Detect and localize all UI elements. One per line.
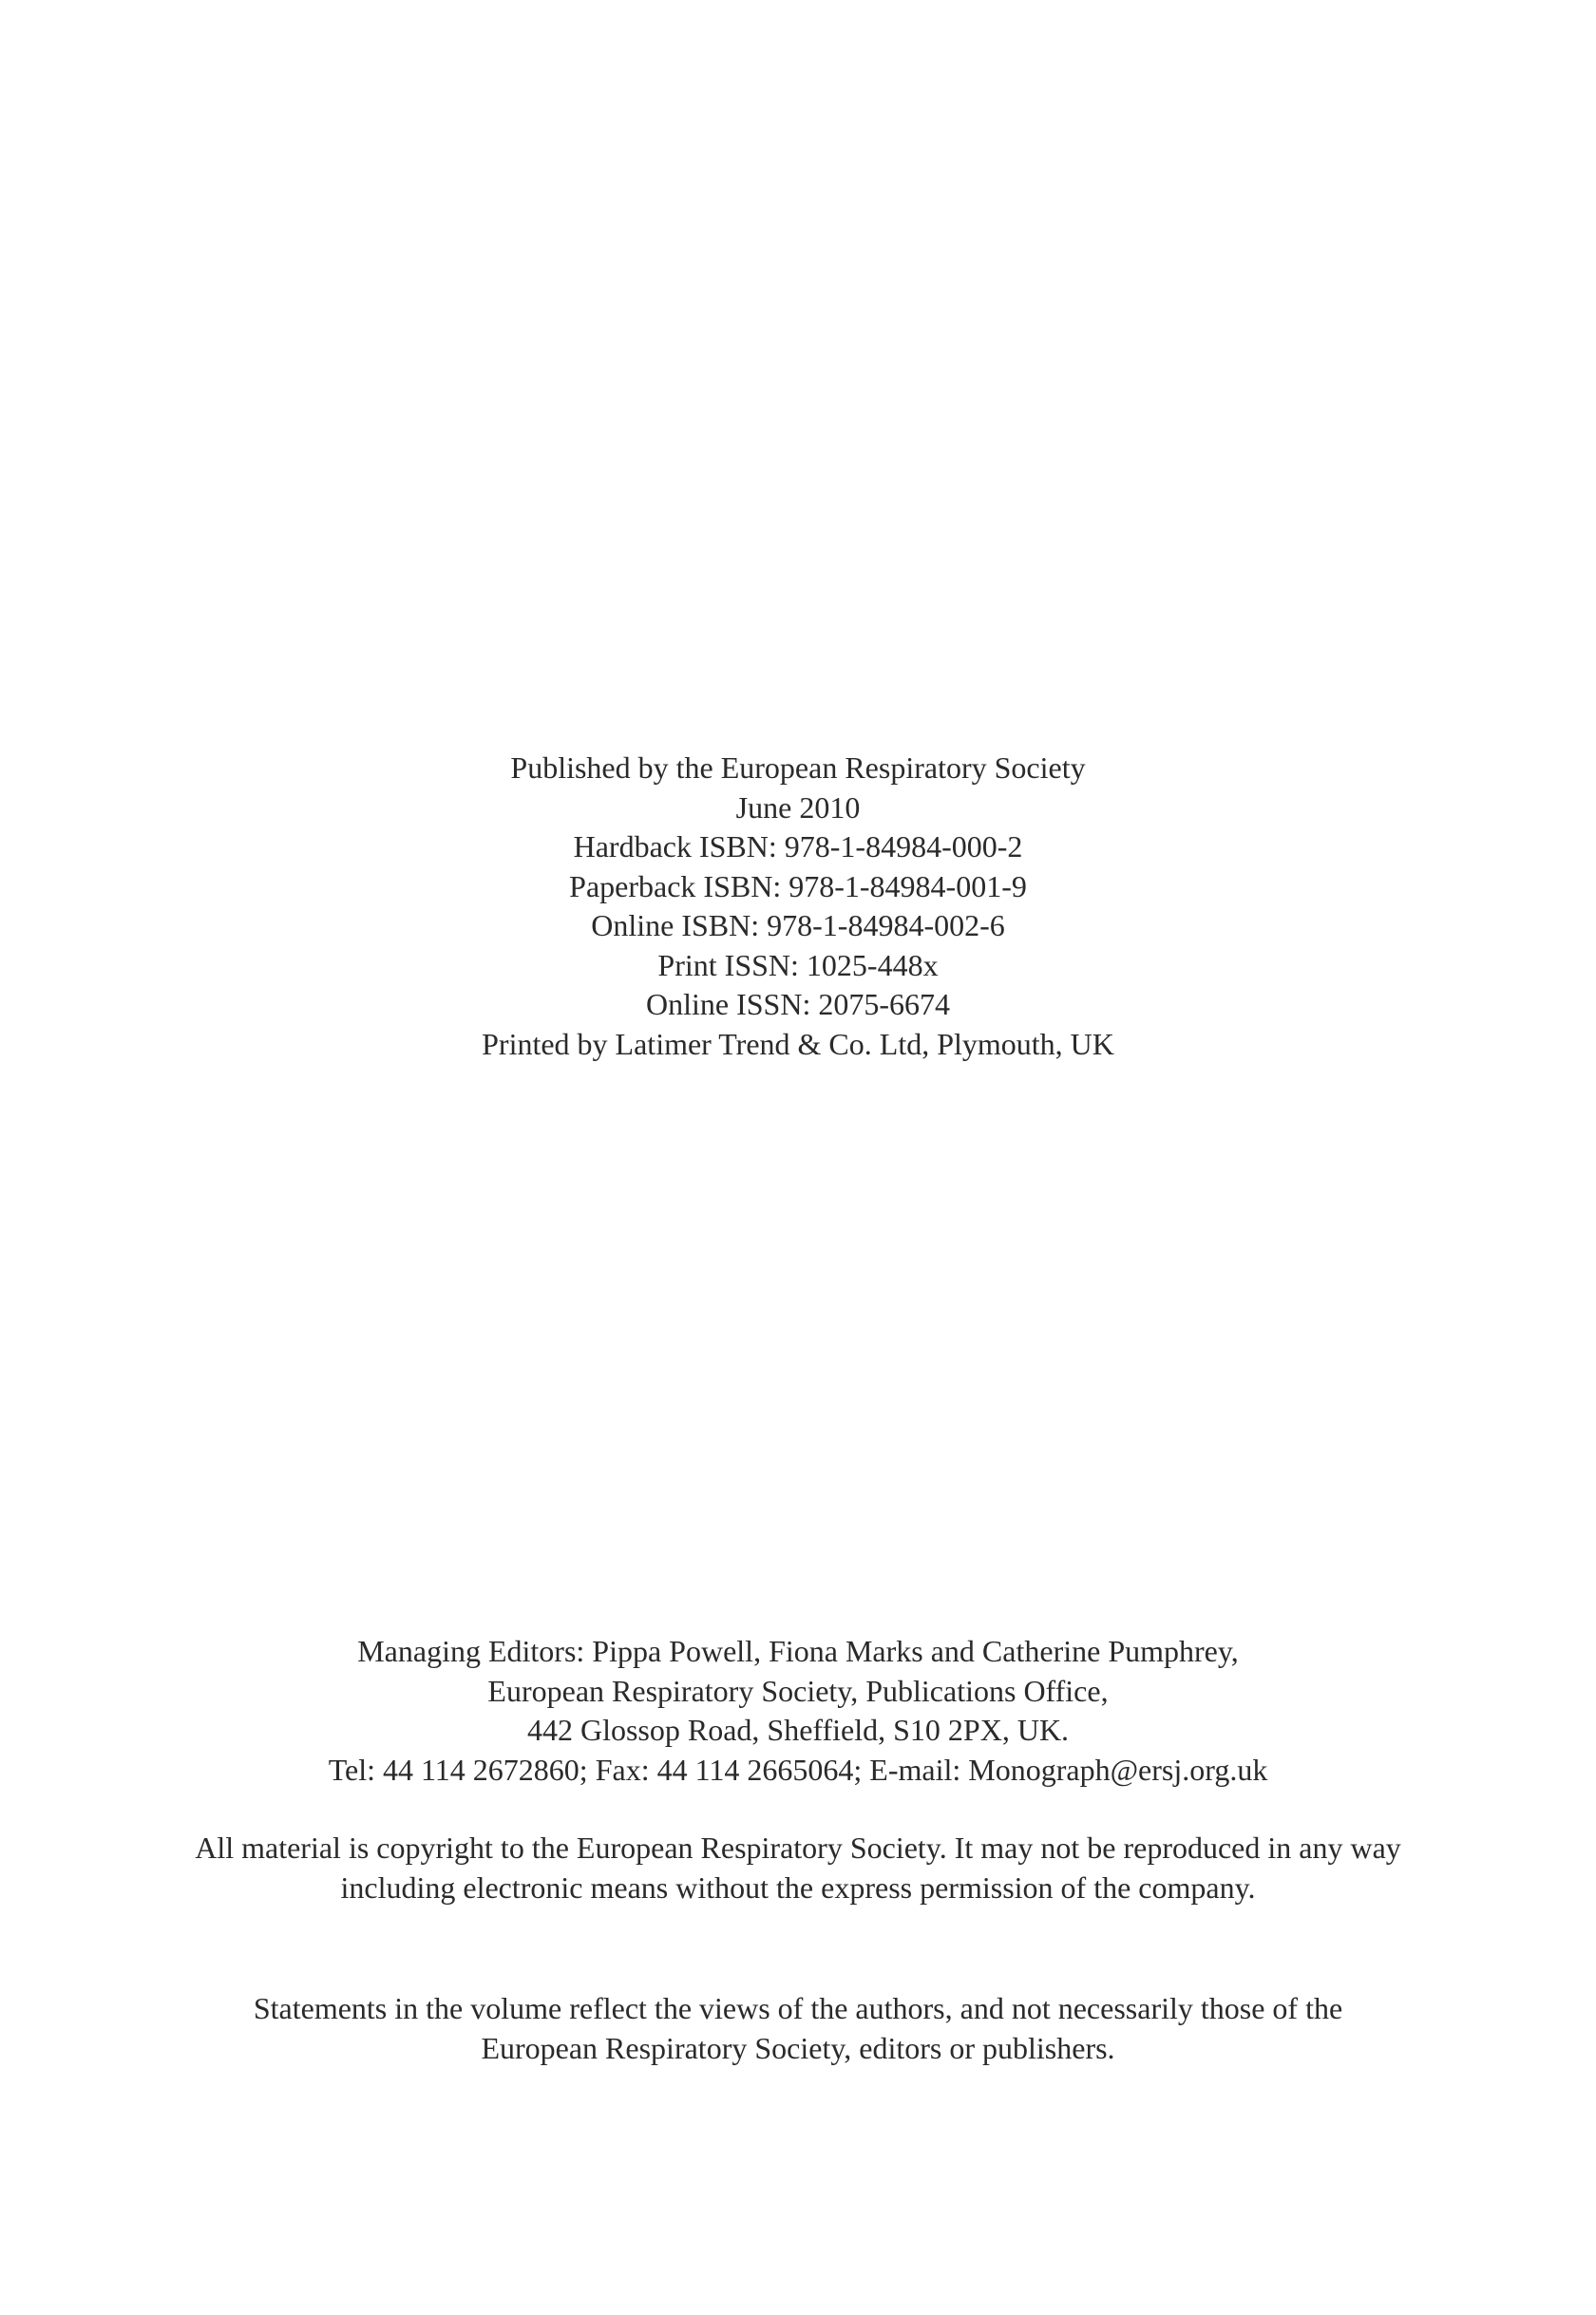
copyright-notice (0, 1829, 1596, 1907)
publisher-line: Published by the European Respiratory Society (510, 750, 1086, 785)
managing-editors: Managing Editors: Pippa Powell, Fiona Marks and Catherine Pumphrey, (357, 1634, 1239, 1668)
printer-line: Printed by Latimer Trend & Co. Ltd, Plymouth, UK (482, 1026, 1114, 1061)
paperback-isbn: Paperback ISBN: 978-1-84984-001-9 (569, 868, 1027, 903)
disclaimer-line-1: Statements in the volume reflect the views of the authors, and not necessarily those of the (253, 1991, 1343, 2025)
editors-info (0, 1632, 1596, 1790)
disclaimer-line-2: European Respiratory Society, editors or publishers. (481, 2030, 1115, 2065)
copyright-line-2: including electronic means without the express permission of the company. (340, 1869, 1256, 1905)
disclaimer-statement (0, 1989, 1596, 2068)
office-name: European Respiratory Society, Publications Office, (487, 1673, 1109, 1708)
copyright-line-1: All material is copyright to the European Respiratory Society. It may not be reproduced in any way (195, 1831, 1401, 1865)
online-issn: Online ISSN: 2075-6674 (646, 987, 950, 1021)
publication-date: June 2010 (735, 789, 861, 825)
hardback-isbn: Hardback ISBN: 978-1-84984-000-2 (573, 829, 1023, 863)
publication-info (0, 749, 1596, 1064)
contact-details: Tel: 44 114 2672860; Fax: 44 114 2665064; E-mail: Monograph@ersj.org.uk (328, 1752, 1268, 1787)
office-address: 442 Glossop Road, Sheffield, S10 2PX, UK. (526, 1713, 1070, 1747)
online-isbn: Online ISBN: 978-1-84984-002-6 (591, 908, 1005, 942)
print-issn: Print ISSN: 1025-448x (657, 947, 939, 982)
